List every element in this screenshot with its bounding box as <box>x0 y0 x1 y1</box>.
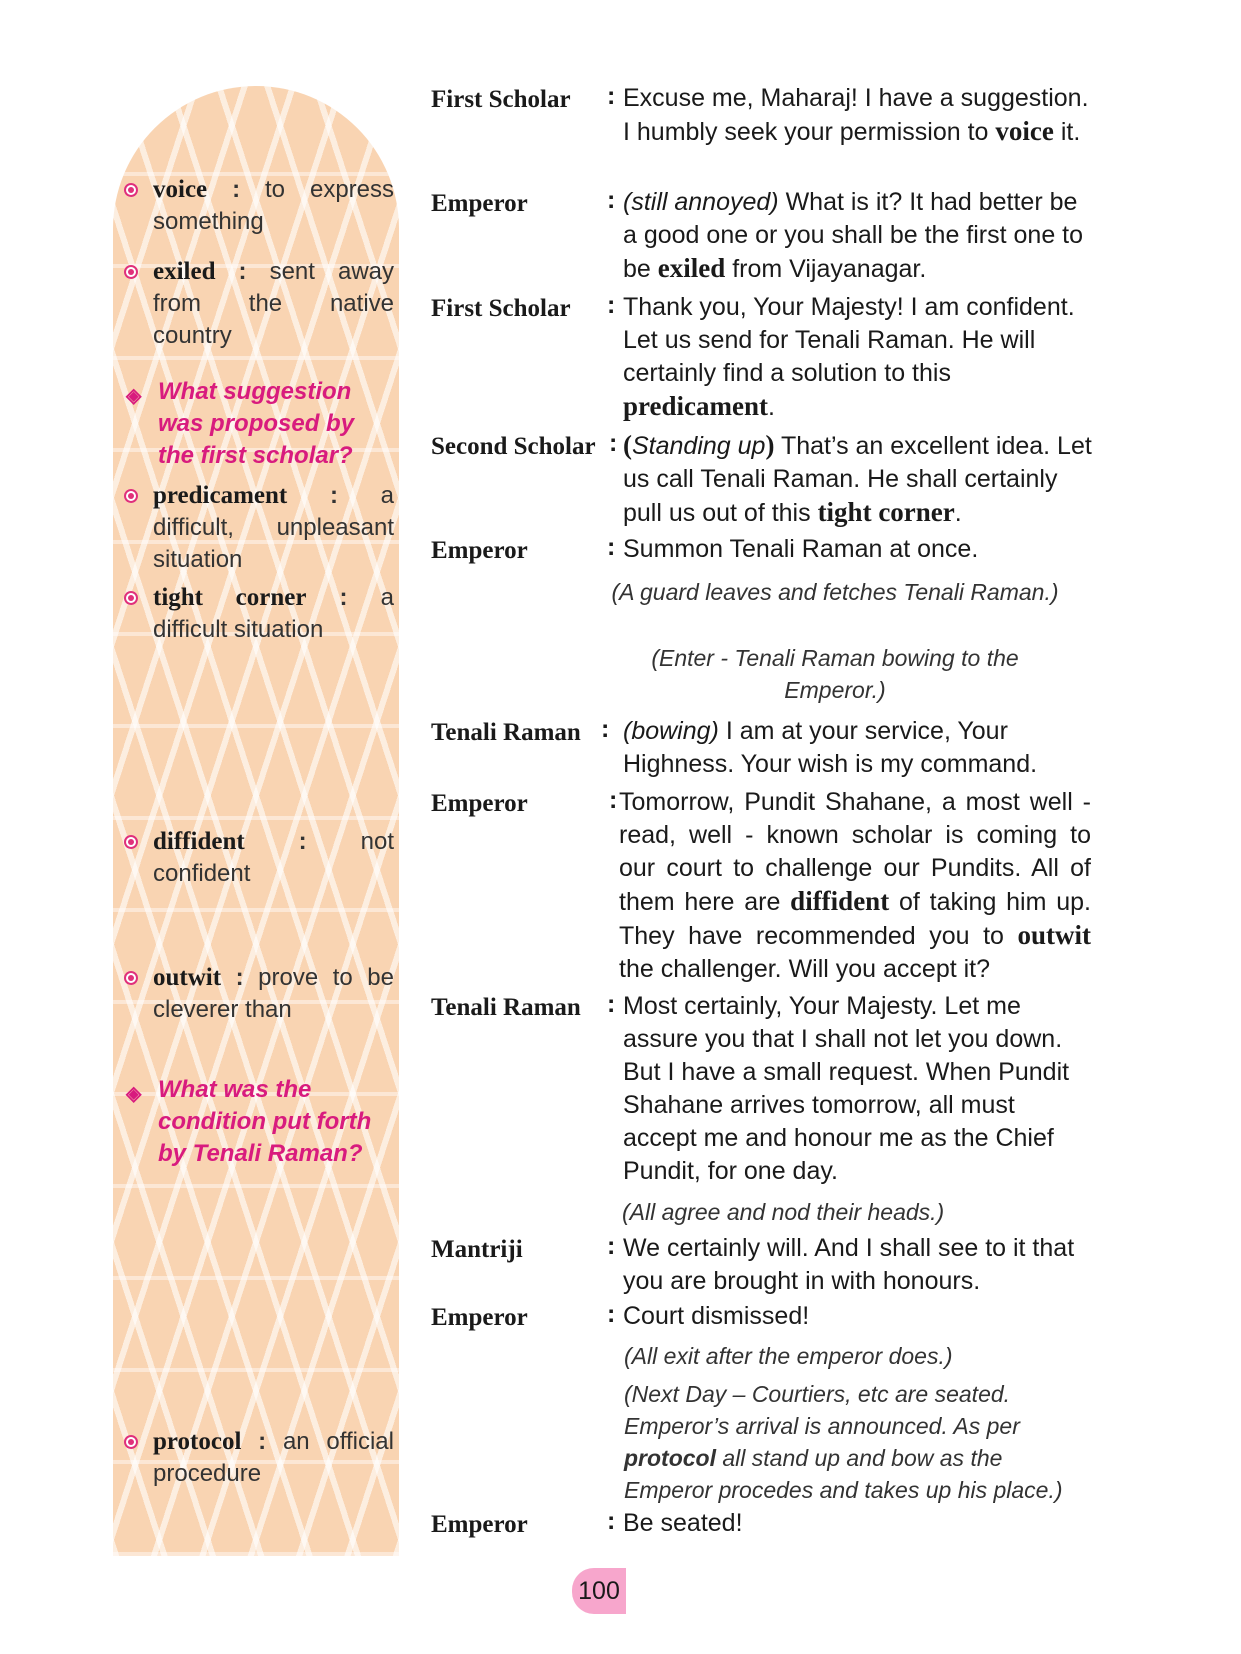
stage-direction: (All exit after the emperor does.) <box>624 1343 953 1369</box>
speaker-colon: : <box>601 715 610 743</box>
speaker-colon: : <box>607 1232 616 1260</box>
glossary-term: predicament <box>153 482 288 509</box>
glossary-meaning: a difficult, unpleasant situation <box>153 482 394 573</box>
speech-segment: Tomorrow, Pundit Shahane, a most well - read, well - known scholar is coming to our court to challenge our Pundits. All of them here are <box>619 788 1091 916</box>
glossary-highlight: diffident <box>790 886 890 916</box>
glossary-term: protocol <box>153 1428 242 1455</box>
glossary-term: tight corner <box>153 584 307 611</box>
speech-segment: the challenger. Will you accept it? <box>619 955 991 983</box>
speaker-name: First Scholar <box>431 86 571 113</box>
speaker-name: Emperor <box>431 1304 528 1331</box>
speech-text: Court dismissed! <box>623 1302 810 1330</box>
glossary-term: outwit <box>153 964 222 991</box>
speech-text: Summon Tenali Raman at once. <box>623 535 979 563</box>
speaker-name: Emperor <box>431 537 528 564</box>
glossary-meaning: prove to be cleverer than <box>153 964 394 1023</box>
glossary-separator: : <box>221 964 259 991</box>
speech-segment: Excuse me, Maharaj! I have a suggestion. I humbly seek your permission to <box>623 84 1089 146</box>
glossary-item-voice <box>124 174 394 238</box>
speech-segment: What is it? It had better be a good one or you shall be the first one to be <box>623 188 1084 283</box>
bullet-icon <box>124 591 138 605</box>
glossary-separator: : <box>207 176 266 203</box>
bullet-icon <box>124 489 138 503</box>
diamond-icon: ◈ <box>126 385 142 407</box>
question-2 <box>124 1074 394 1170</box>
speaker-colon: : <box>607 82 616 110</box>
glossary-item-tight-corner <box>124 582 394 646</box>
speech-segment: . <box>767 393 775 421</box>
direction-segment: all stand up and bow as the Emperor procedes and takes up his place.) <box>624 1445 1063 1503</box>
glossary-highlight: tight corner <box>817 497 955 527</box>
glossary-term: voice <box>153 176 208 203</box>
glossary-highlight: outwit <box>1017 920 1091 950</box>
speech-text: Most certainly, Your Majesty. Let me assure you that I shall not let you down. But I have a small request. When Pundit Shahane arrives tomorrow, all must accept me and honour me as the Chief Pundit, for one day. <box>623 992 1070 1185</box>
stage-direction: (All agree and nod their heads.) <box>622 1199 945 1225</box>
speaker-name: Emperor <box>431 1511 528 1538</box>
speech-text <box>623 429 1093 530</box>
stage-aside: Standing up <box>632 432 766 460</box>
speaker-colon: : <box>607 1300 616 1328</box>
speech-text <box>623 186 1093 286</box>
stage-direction <box>624 1378 1074 1506</box>
speech-segment: That’s an excellent idea. Let us call Tenali Raman. He shall certainly pull us out of this <box>623 432 1092 527</box>
glossary-highlight: predicament <box>623 391 768 421</box>
glossary-item-exiled <box>124 256 394 352</box>
glossary-separator: : <box>244 828 361 855</box>
speaker-name: Mantriji <box>431 1236 523 1263</box>
speaker-colon: : <box>607 1507 616 1535</box>
bracket: ( <box>623 430 632 460</box>
question-text: What suggestion was proposed by the first scholar? <box>158 378 355 469</box>
speaker-name: Second Scholar <box>431 433 596 460</box>
speaker-colon: : <box>607 990 616 1018</box>
glossary-separator: : <box>306 584 381 611</box>
bullet-icon <box>124 835 138 849</box>
glossary-separator: : <box>241 1428 283 1455</box>
stage-direction: (Enter - Tenali Raman bowing to the Emperor.) <box>651 645 1019 703</box>
direction-segment: (Next Day – Courtiers, etc are seated. Emperor’s arrival is announced. As per <box>624 1381 1020 1439</box>
speech-text <box>623 82 1093 149</box>
bullet-icon <box>124 265 138 279</box>
glossary-highlight: exiled <box>657 253 726 283</box>
stage-direction: (A guard leaves and fetches Tenali Raman.) <box>611 579 1059 605</box>
speaker-colon: : <box>609 429 618 457</box>
speaker-name: Emperor <box>431 190 528 217</box>
glossary-item-predicament <box>124 480 394 576</box>
question-1 <box>124 376 394 472</box>
speech-segment: it. <box>1053 118 1081 146</box>
speaker-colon: : <box>607 291 616 319</box>
speech-text <box>623 715 1093 781</box>
speaker-colon: : <box>607 186 616 214</box>
glossary-meaning: sent away from the native country <box>153 258 395 349</box>
speech-text <box>619 786 1091 986</box>
speech-text <box>623 291 1093 424</box>
bullet-icon <box>124 971 138 985</box>
stage-aside: (still annoyed) <box>623 188 779 216</box>
speech-segment: from Vijayanagar. <box>725 255 927 283</box>
speech-segment: . <box>954 499 962 527</box>
question-text: What was the condition put forth by Tenali Raman? <box>158 1076 372 1167</box>
glossary-sidebar <box>113 86 399 1556</box>
speaker-name: Emperor <box>431 790 528 817</box>
diamond-icon: ◈ <box>126 1083 142 1105</box>
glossary-meaning: a difficult situation <box>153 584 394 643</box>
speaker-colon: : <box>609 786 618 814</box>
glossary-term: exiled <box>153 258 216 285</box>
glossary-meaning: not confident <box>153 828 394 887</box>
glossary-item-outwit <box>124 962 394 1026</box>
speaker-name: First Scholar <box>431 295 571 322</box>
bullet-icon <box>124 183 138 197</box>
speech-segment: of taking him up. They have recommended you to <box>619 888 1091 950</box>
speech-text: Be seated! <box>623 1509 743 1537</box>
speaker-colon: : <box>607 533 616 561</box>
glossary-separator: : <box>287 482 381 509</box>
speech-segment: Thank you, Your Majesty! I am confident. Let us send for Tenali Raman. He will certainly find a solution to this <box>623 293 1075 387</box>
glossary-item-protocol <box>124 1426 394 1490</box>
speech-segment: I am at your service, Your Highness. Your wish is my command. <box>623 717 1038 778</box>
stage-aside: (bowing) <box>623 717 719 745</box>
glossary-highlight: voice <box>995 116 1054 146</box>
glossary-meaning: an official procedure <box>153 1428 394 1487</box>
glossary-item-diffident <box>124 826 394 890</box>
glossary-separator: : <box>215 258 270 285</box>
glossary-meaning: to express something <box>153 176 395 235</box>
page-number: 100 <box>572 1568 626 1614</box>
glossary-highlight: protocol <box>624 1445 716 1471</box>
bullet-icon <box>124 1435 138 1449</box>
glossary-term: diffident <box>153 828 245 855</box>
speaker-name: Tenali Raman <box>431 719 581 746</box>
speech-text: We certainly will. And I shall see to it that you are brought in with honours. <box>623 1234 1075 1295</box>
bracket: ) <box>765 430 775 460</box>
speaker-name: Tenali Raman <box>431 994 581 1021</box>
